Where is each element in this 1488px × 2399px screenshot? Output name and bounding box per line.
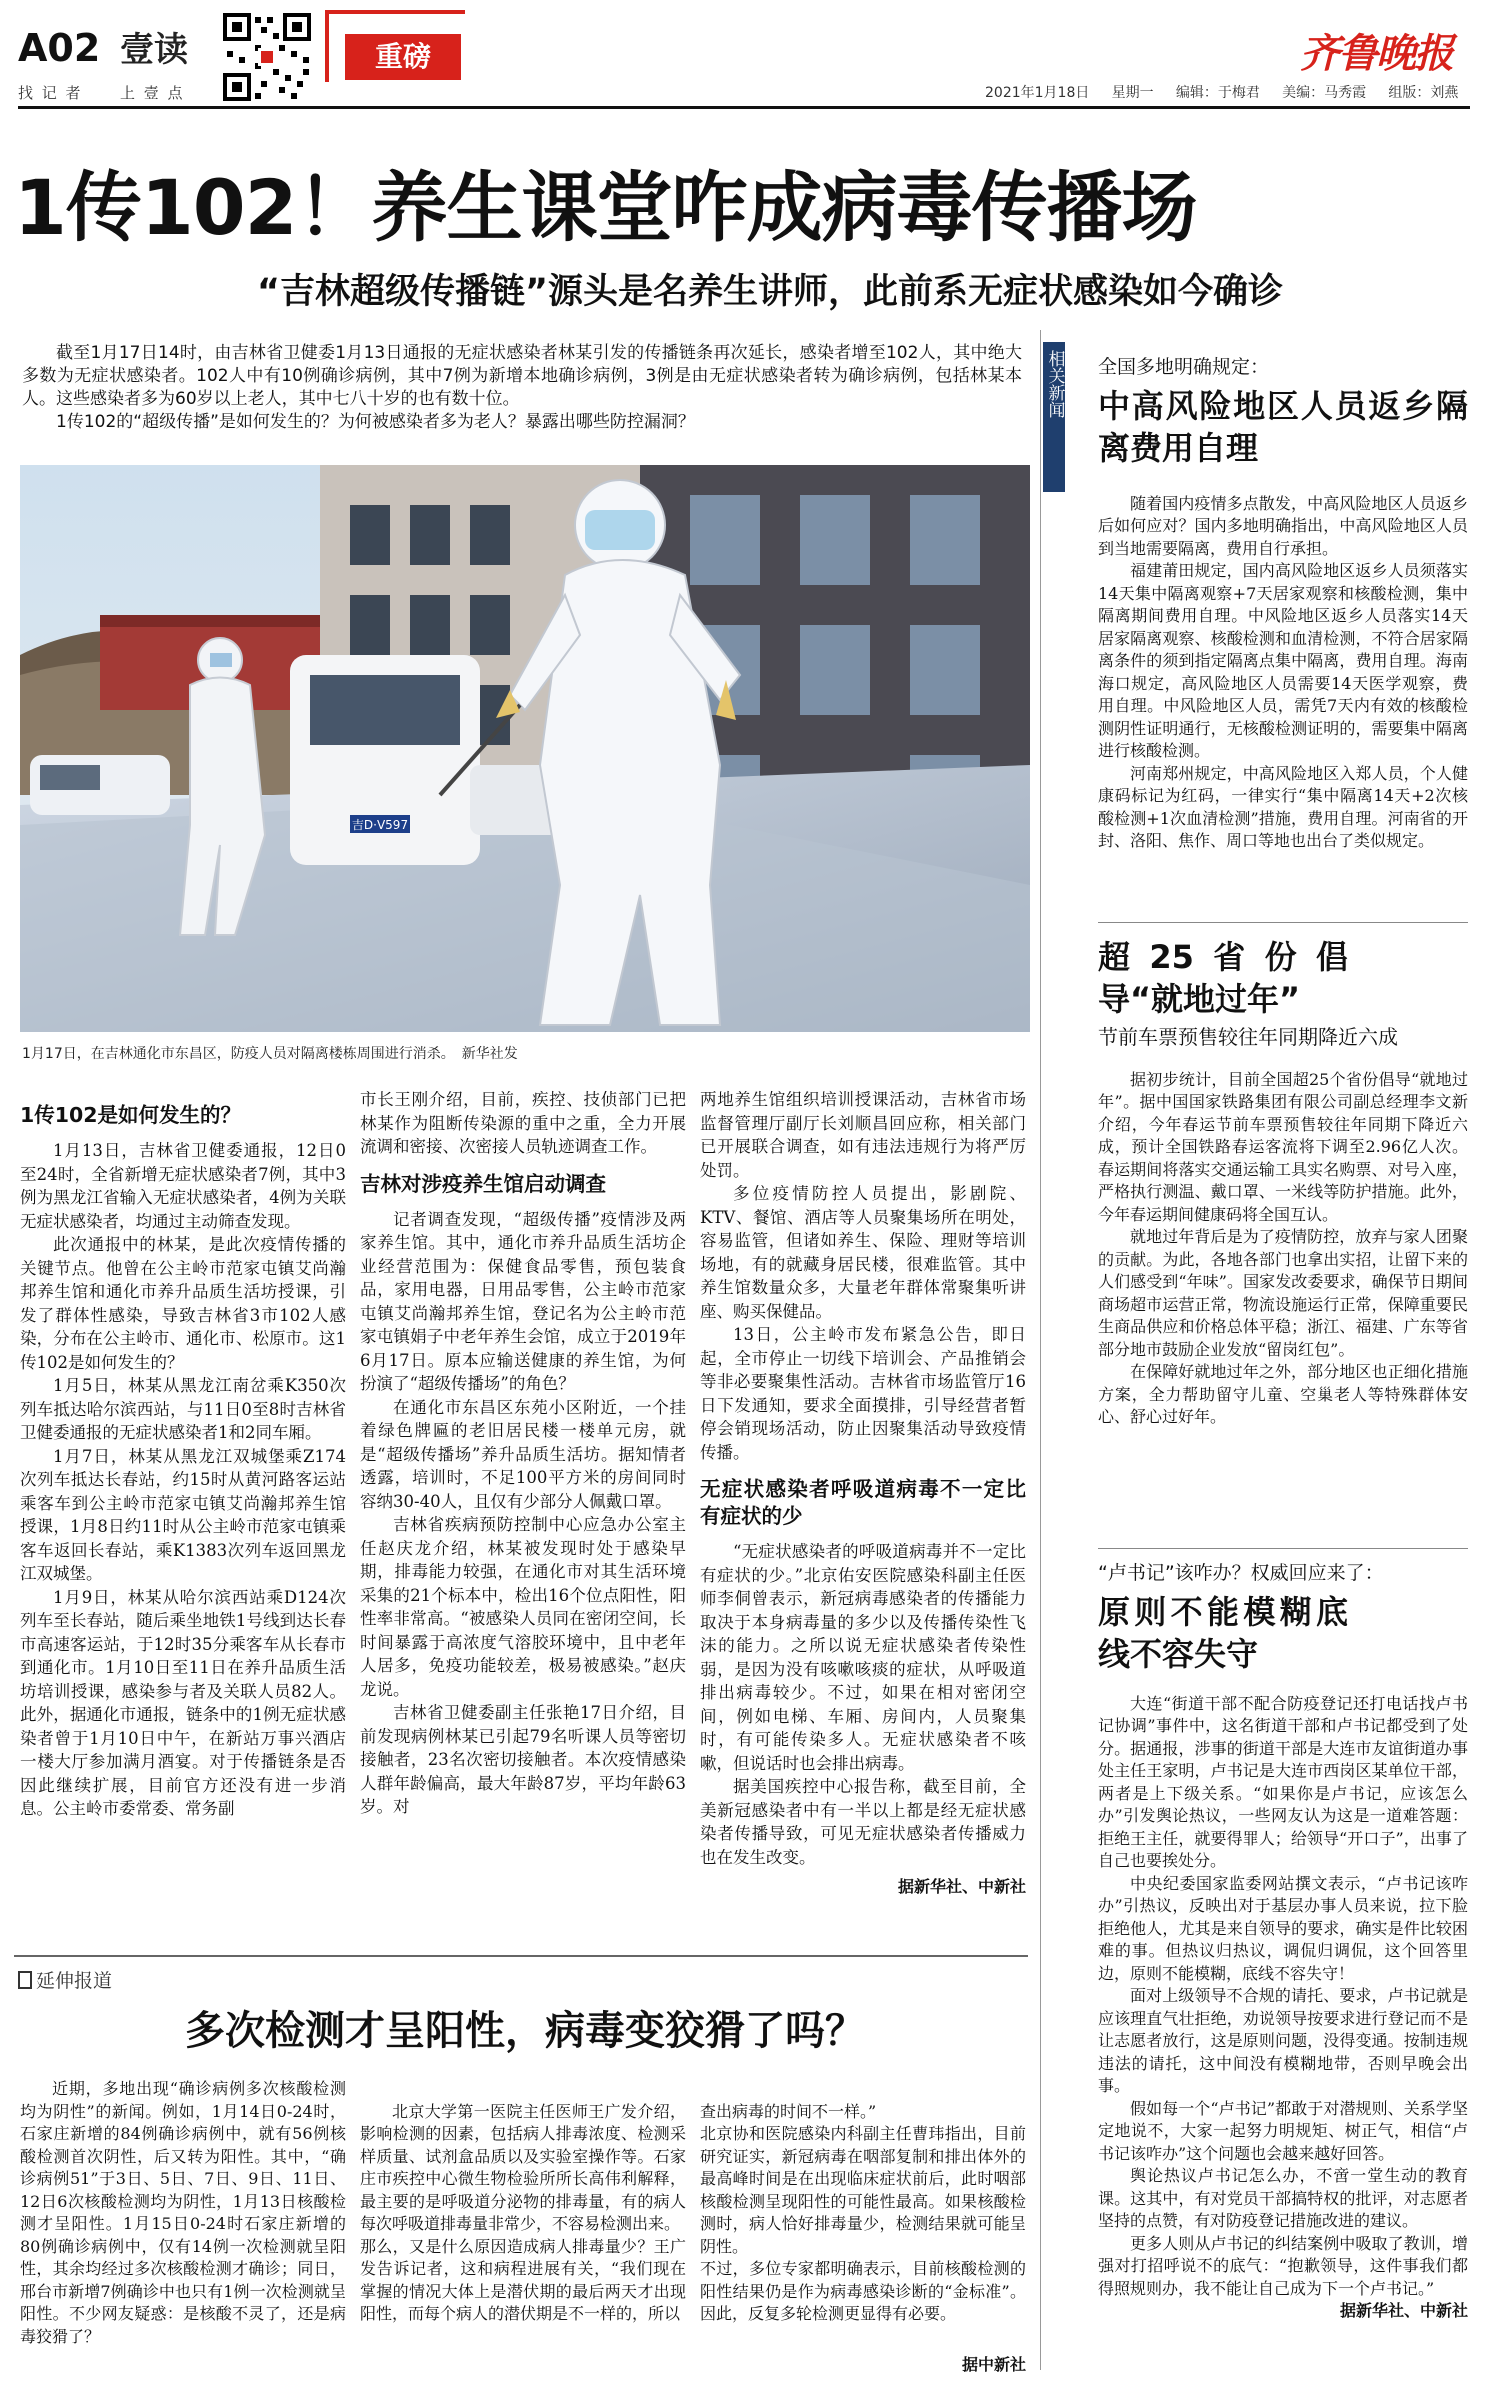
- section-heading-1: 1传102是如何发生的？: [20, 1103, 242, 1127]
- paragraph: 中央纪委国家监委网站撰文表示，“卢书记该咋办”引热议，反映出对于基层办事人员来说，拉下脸拒绝他人，尤其是来自领导的要求，确实是件比较困难的事。但热议归热议，调侃归调侃，这个回答里边，原则不能模糊，底线不容失守！: [1098, 1873, 1468, 1983]
- paragraph: 吉林省疾病预防控制中心应急办公室主任赵庆龙介绍，林某被发现时处于感染早期，排毒能力较强，在通化市对其生活环境采集的21个标本中，检出16个位点阳性，阳性率非常高。“被感染人员同在密闭空间，长时间暴露于高浓度气溶胶环境中，且中老年人居多，免疫功能较差，极易被感染。”赵庆龙说。: [360, 1515, 686, 1699]
- related-story-2: [1098, 936, 1468, 1429]
- paragraph: 在保障好就地过年之外，部分地区也正细化措施方案，全力帮助留守儿童、空巢老人等特殊群体安心、舒心过好年。: [1098, 1362, 1468, 1426]
- issue-proofreader: 组版：刘燕: [1388, 85, 1459, 101]
- paragraph: 近期，多地出现“确诊病例多次核酸检测均为阴性”的新闻。例如，1月14日0-24时，石家庄新增的84例确诊病例中，就有56例核酸检测首次阴性，后又转为阳性。其中，“确诊病例51”于3日、5日、7日、9日、11日、12日6次核酸检测均为阴性，1月13日核酸检测才呈阳性。1月15日0-24时石家庄新增的80例确诊病例中，仅有14例一次检测就呈阳性，其余均经过多次核酸检测才确诊；同日，邢台市新增7例确诊中也只有1例一次检测就呈阳性。不少网友疑惑：是核酸不灵了，还是病毒狡猾了？: [20, 2079, 346, 2346]
- paragraph: 市长王刚介绍，目前，疾控、技侦部门已把林某作为阻断传染源的重中之重，全力开展流调和密接、次密接人员轨迹调查工作。: [360, 1090, 686, 1156]
- slogan-right: 上 壹 点: [120, 84, 185, 102]
- related-news-label: [1043, 342, 1065, 492]
- paragraph: 在通化市东昌区东苑小区附近，一个挂着绿色牌匾的老旧居民楼一楼单元房，就是“超级传播场”养升品质生活坊。据知情者透露，培训时，不足100平方米的房间同时容纳30-40人，且仅有少部分人佩戴口罩。: [360, 1397, 686, 1511]
- issue-editor: 编辑：于梅君: [1175, 85, 1260, 101]
- section-heading-2: 吉林对涉疫养生馆启动调查: [360, 1171, 606, 1196]
- extend-column-1: [20, 2078, 346, 2348]
- paragraph: 河南郑州规定，中高风险地区入郑人员，个人健康码标记为红码，一律实行“集中隔离14天+2次核酸检测+1次血清检测”措施，费用自理。河南省的开封、洛阳、焦作、周口等地也出台了类似规定。: [1098, 763, 1468, 850]
- extend-column-2: [360, 2078, 686, 2348]
- paragraph: 就地过年背后是为了疫情防控，放弃与家人团聚的贡献。为此，各地各部门也拿出实招，让留下来的人们感受到“年味”。国家发改委要求，确保节日期间商场超市运营正常，物流设施运行正常，保障重要民生商品供应和价格总体平稳；浙江、福建、广东等省部分地市鼓励企业发放“留岗红包”。: [1098, 1227, 1468, 1359]
- paragraph: 13日，公主岭市发布紧急公告，即日起，全市停止一切线下培训会、产品推销会等非必要聚集性活动。吉林省市场监管厅16日下发通知，要求全面摸排，引导经营者暂停会销现场活动，防止因聚集活动导致疫情传播。: [700, 1325, 1026, 1462]
- paragraph: 据美国疾控中心报告称，截至目前，全美新冠感染者中有一半以上都是经无症状感染者传播导致，可见无症状感染者传播威力也在发生改变。: [700, 1777, 1026, 1867]
- lead-paragraph: [22, 342, 1022, 434]
- masthead: [0, 0, 1488, 112]
- vehicle-plate: 吉D·V597: [351, 818, 409, 832]
- section-heading-3: 无症状感染者呼吸道病毒不一定比有症状的少: [700, 1477, 1026, 1528]
- story-title: 超25省份倡导“就地过年”: [1098, 938, 1348, 1018]
- article-column-3: [700, 1088, 1026, 1899]
- related-divider: [1040, 330, 1041, 2370]
- extend-headline: 多次检测才呈阳性，病毒变狡猾了吗？: [185, 2007, 865, 2054]
- paragraph: 此次通报中的林某，是此次疫情传播的关键节点。他曾在公主岭市范家屯镇艾尚瀚邦养生馆和通化市养升品质生活坊授课，引发了群体性感染，导致吉林省3市102人感染，分布在公主岭市、通化市、松原市。这1传102是如何发生的？: [20, 1235, 346, 1372]
- qr-code-icon: [222, 12, 312, 102]
- issue-date: 2021年1月18日: [985, 85, 1090, 101]
- paragraph: 福建莆田规定，国内高风险地区返乡人员须落实14天集中隔离观察+7天居家观察和核酸检测，集中隔离期间费用自理。中风险地区返乡人员落实14天居家隔离观察、核酸检测和血清检测，不符合居家隔离条件的须到指定隔离点集中隔离，费用自理。海南海口规定，高风险地区人员需要14天医学观察，费用自理。中风险地区人员，需凭7天内有效的核酸检测阴性证明通行，无核酸检测证明的，需要集中隔离进行核酸检测。: [1098, 561, 1468, 760]
- article-credit: 据新华社、中新社: [897, 1877, 1026, 1896]
- extend-label: [18, 1966, 112, 1993]
- paper-logo: 齐鲁晚报: [1300, 30, 1452, 77]
- paragraph: 北京大学第一医院主任医师王广发介绍，影响检测的因素，包括病人排毒浓度、检测采样质量、试剂盒品质以及实验室操作等。石家庄市疾控中心微生物检验所所长高伟利解释，最主要的是呼吸道分泌物的排毒量，有的病人每次呼吸道排毒量非常少，不容易检测出来。 那么，又是什么原因造成病人排毒量少？王广发告诉记者，这和病程进展有关，“我们现在掌握的情况大体上是潜伏期的最后两天才出现阳性，而每个病人的潜伏期是不一样的，所以: [360, 2101, 686, 2323]
- paragraph: 据初步统计，目前全国超25个省份倡导“就地过年”。据中国国家铁路集团有限公司副总经理李文新介绍，今年春运节前车票预售较往年同期下降近六成，预计全国铁路春运客流将下调至2.96亿人次。春运期间将落实交通运输工具实名购票、对号入座，严格执行测温、戴口罩、一米线等防护措施。此外，今年春运期间健康码将全国互认。: [1098, 1069, 1468, 1224]
- issue-weekday: 星期一: [1111, 85, 1154, 101]
- page-number: A02: [18, 26, 101, 70]
- article-column-2: [360, 1088, 686, 1819]
- paragraph: 1月5日，林某从黑龙江南岔乘K350次列车抵达哈尔滨西站，与11日0至8时吉林省卫健委通报的无症状感染者1和2同车厢。: [20, 1376, 346, 1442]
- paragraph: 1月9日，林某从哈尔滨西站乘D124次列车至长春站，随后乘坐地铁1号线到达长春市高速客运站，于12时35分乘客车从长春市到通化市。1月10日至11日在养升品质生活坊培训授课，感染参与者及关联人员82人。此外，据通化市通报，链条中的1例无症状感染者曾于1月10日中午，在新站万事兴酒店一楼大厅参加满月酒宴。对于传播链条是否因此继续扩展，目前官方还没有进一步消息。公主岭市委常委、常务副: [20, 1587, 346, 1818]
- story-title: 原则不能模糊底线不容失守: [1098, 1592, 1348, 1673]
- paragraph: 1月13日，吉林省卫健委通报，12日0至24时，全省新增无症状感染者7例，其中3例为黑龙江省输入无症状感染者，4例为关联无症状感染者，均通过主动筛查发现。: [20, 1141, 346, 1231]
- related-story-3: [1098, 1562, 1468, 2323]
- paragraph: 大连“街道干部不配合防疫登记还打电话找卢书记协调”事件中，这名街道干部和卢书记都受到了处分。据通报，涉事的街道干部是大连市友谊街道办事处主任王家明，卢书记是大连市西岗区某单位干部，两者是上下级关系。“如果你是卢书记，应该怎么办”引发舆论热议，一些网友认为这是一道难答题：拒绝王主任，就要得罪人；给领导“开口子”，出事了自己也要挨处分。: [1098, 1693, 1468, 1870]
- masthead-rule: [18, 106, 1470, 109]
- related-news-text: 相关新闻: [1044, 350, 1065, 418]
- section-name: 壹读: [120, 30, 188, 70]
- issue-designer: 美编：马秀霞: [1282, 85, 1367, 101]
- story-credit: 据新华社、中新社: [1339, 2301, 1468, 2320]
- slogan-left: 找 记 者: [18, 84, 83, 102]
- section-tag: [345, 34, 461, 80]
- lead-text: 截至1月17日14时，由吉林省卫健委1月13日通报的无症状感染者林某引发的传播链条再次延长，感染者增至102人，其中绝大多数为无症状感染者。102人中有10例确诊病例，其中7例为新增本地确诊病例，3例是由无症状感染者转为确诊病例，包括林某本人。这些感染者多为60岁以上老人，其中七八十岁的也有数十位。: [22, 343, 1022, 409]
- paragraph: 舆论热议卢书记怎么办，不啻一堂生动的教育课。这其中，有对党员干部搞特权的批评，对志愿者坚持的点赞，有对防疫登记措施改进的建议。: [1098, 2166, 1468, 2230]
- paragraph: 两地养生馆组织培训授课活动，吉林省市场监督管理厅副厅长刘顺昌回应称，相关部门已开展联合调查，如有违法违规行为将严厉处罚。: [700, 1090, 1026, 1180]
- main-subheadline: “吉林超级传播链”源头是名养生讲师，此前系无症状感染如今确诊: [256, 272, 1283, 312]
- paragraph: 假如每一个“卢书记”都敢于对潜规则、关系学坚定地说不，大家一起努力明规矩、树正气，相信“卢书记该咋办”这个问题也会越来越好回答。: [1098, 2098, 1468, 2163]
- extend-label-text: 延伸报道: [36, 1970, 113, 1992]
- paragraph: 更多人则从卢书记的纠结案例中吸取了教训，增强对打招呼说不的底气：“抱歉领导，这件事我们都得照规则办，我不能让自己成为下一个卢书记。”: [1098, 2233, 1468, 2298]
- paragraph: 记者调查发现，“超级传播”疫情涉及两家养生馆。其中，通化市养升品质生活坊企业经营范围为：保健食品零售，预包装食品，家用电器，日用品零售，公主岭市范家屯镇艾尚瀚邦养生馆，登记名为公主岭市范家屯镇娟子中老年养生会馆，成立于2019年6月17日。原本应输送健康的养生馆，为何扮演了“超级传播场”的角色？: [360, 1209, 686, 1393]
- news-photo: [20, 465, 1030, 1032]
- section-tag-label: 重磅: [374, 40, 431, 73]
- paragraph: 查出病毒的时间不一样。” 北京协和医院感染内科副主任曹玮指出，目前研究证实，新冠病毒在咽部复制和排出体外的最高峰时间是在出现临床症状前后，此时咽部核酸检测呈现阳性的可能性最高。如果核酸检测时，病人恰好排毒量少，检测结果就可能呈阴性。 不过，多位专家都明确表示，目前核酸检测的阳性结果仍是作为病毒感染诊断的“金标准”。因此，反复多轮检测更显得有必要。: [700, 2101, 1026, 2323]
- extend-column-3: [700, 2078, 1026, 2399]
- story-title: 中高风险地区人员返乡隔离费用自理: [1098, 386, 1468, 467]
- extend-label-icon: [18, 1971, 32, 1989]
- extend-credit: 据中新社: [961, 2355, 1026, 2374]
- sidebar-rule: [1098, 922, 1468, 923]
- issue-info: [985, 82, 1458, 102]
- article-column-1: [20, 1102, 346, 1821]
- story-kicker: “卢书记”该咋办？权威回应来了：: [1098, 1562, 1384, 1584]
- paragraph: 面对上级领导不合规的请托、要求，卢书记就是应该理直气壮拒绝，劝说领导按要求进行登记而不是让志愿者放行，这是原则问题，没得变通。按制违规违法的请托，这中间没有模糊地带，否则早晚会出事。: [1098, 1986, 1468, 2095]
- paragraph: “无症状感染者的呼吸道病毒并不一定比有症状的少。”北京佑安医院感染科副主任医师李侗曾表示，新冠病毒感染者的传播能力取决于本身病毒量的多少以及传播传染性飞沫的能力。之所以说无症状感染者传染性弱，是因为没有咳嗽咳痰的症状，从呼吸道排出病毒较少。不过，如果在相对密闭空间，例如电梯、车厢、房间内，人员聚集时，有可能传染多人。无症状感染者不咳嗽，但说话时也会排出病毒。: [700, 1542, 1026, 1773]
- photo-caption: 1月17日，在吉林通化市东昌区，防疫人员对隔离楼栋周围进行消杀。 新华社发: [22, 1046, 518, 1062]
- story-kicker: 全国多地明确规定：: [1098, 356, 1270, 378]
- lead-question: 1传102的“超级传播”是如何发生的？为何被感染者多为老人？暴露出哪些防控漏洞？: [56, 412, 695, 432]
- story-dek: 节前车票预售较往年同期降近六成: [1098, 1025, 1398, 1049]
- paragraph: 1月7日，林某从黑龙江双城堡乘Z174次列车抵达长春站，约15时从黄河路客运站乘客车到公主岭市范家屯镇艾尚瀚邦养生馆授课，1月8日约11时从公主岭市范家屯镇乘客车返回长春站，乘K1383次列车返回黑龙江双城堡。: [20, 1446, 346, 1583]
- paragraph: 吉林省卫健委副主任张艳17日介绍，目前发现病例林某已引起79名听课人员等密切接触者，23名次密切接触者。本次疫情感染人群年龄偏高，最大年龄87岁，平均年龄63岁。对: [360, 1703, 686, 1816]
- sidebar-rule: [1098, 1548, 1468, 1549]
- paragraph: 随着国内疫情多点散发，中高风险地区人员返乡后如何应对？国内多地明确指出，中高风险地区人员到当地需要隔离，费用自行承担。: [1098, 493, 1468, 558]
- paragraph: 多位疫情防控人员提出，影剧院、KTV、餐馆、酒店等人员聚集场所在明处，容易监管，但诸如养生、保险、理财等培训场地，有的就藏身居民楼，很难监管。其中养生馆数量众多，大量老年群体常聚集听讲座、购买保健品。: [700, 1184, 1026, 1321]
- main-headline: 1传102！养生课堂咋成病毒传播场: [14, 163, 1197, 252]
- related-story-1: [1098, 356, 1468, 853]
